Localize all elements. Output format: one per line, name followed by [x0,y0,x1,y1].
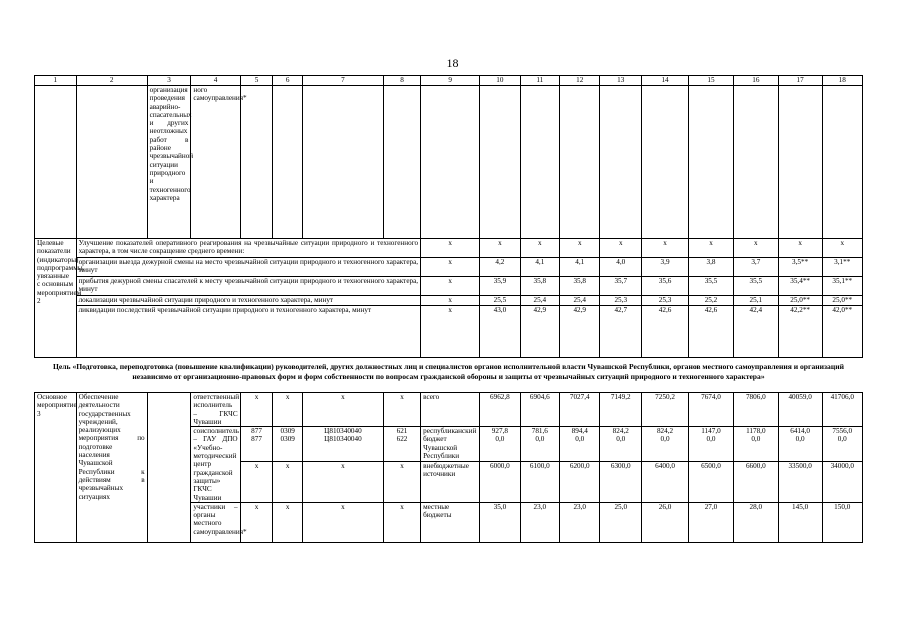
rz-pr: 0309 0309 [273,427,303,462]
cell-value: 41706,0 [822,393,863,427]
cell-value: 3,5** [778,258,822,277]
funding-source: республиканский бюджет Чувашской Республики [421,427,480,462]
vr: x [383,502,420,542]
cell-value: 7674,0 [689,393,734,427]
indicator-row [35,239,863,258]
cell-value: 7250,2 [642,393,689,427]
cell-value: 6300,0 [600,462,642,503]
cell-value: x [560,239,600,258]
cell-value: 25,4 [520,296,559,306]
cell-value: 6904,6 [520,393,559,427]
col-header: 7 [302,76,383,86]
rz-pr: x [273,393,303,427]
executor: соисполнитель – ГАУ ДПО «Учебно-методический центр гражданской защиты» ГКЧС Чувашии [191,427,240,503]
cell-value: x [822,239,863,258]
cell-value: 25,5 [480,296,520,306]
cell-value: 35,6 [642,277,689,296]
cell-value: 6400,0 [642,462,689,503]
executor: ответственный исполнитель – ГКЧС Чувашии [191,393,240,427]
cell-value: 4,2 [480,258,520,277]
cell-value: 781,6 0,0 [520,427,559,462]
cell-value: 35,0 [480,502,520,542]
cell-value: 927,8 0,0 [480,427,520,462]
col-header: 2 [76,76,147,86]
col-header: 4 [191,76,240,86]
cell-value: 6600,0 [733,462,778,503]
grbs: 877 877 [240,427,273,462]
cell-value: 42,7 [600,306,642,358]
col-header: 8 [383,76,420,86]
funding-source: местные бюджеты [421,502,480,542]
indicator-row [35,296,863,306]
activity-row [35,393,863,427]
cell-value: 3,7 [733,258,778,277]
cell-value: 35,9 [480,277,520,296]
cell-value: x [421,277,480,296]
funding-source: всего [421,393,480,427]
col-header: 14 [642,76,689,86]
cell-value: x [480,239,520,258]
grbs: x [240,393,273,427]
cell-value: x [600,239,642,258]
executor: участники – органы местного самоуправления* [191,502,240,542]
cell-measure-text: организация проведения аварийно-спасательных и других неотложных работ в районе чрезвычайной ситуации природного и техногенного характера [147,86,191,239]
cell-value: 145,0 [778,502,822,542]
cell-value: 150,0 [822,502,863,542]
indicator-text: организации выезда дежурной смены на место чрезвычайной ситуации природного и техногенного характера, минут [76,258,421,277]
continuation-row [35,86,863,239]
cell-value: 6962,8 [480,393,520,427]
cell-value: 824,2 0,0 [642,427,689,462]
cell-value: 35,5 [689,277,734,296]
cell-value: 6500,0 [689,462,734,503]
cell-value: 35,4** [778,277,822,296]
measure-name: Обеспечение деятельности государственных учреждений, реализующих мероприятия по подготовке населения Чувашской Республики к действиям в чрезвычайных ситуациях [76,393,147,543]
col-header: 12 [560,76,600,86]
cell-value: 25,0** [778,296,822,306]
cell-value: 42,9 [560,306,600,358]
cell-value: 1178,0 0,0 [733,427,778,462]
cell-value: x [642,239,689,258]
cell-value: 7027,4 [560,393,600,427]
cell-value: 34000,0 [822,462,863,503]
cell-value: 7149,2 [600,393,642,427]
cell-value: x [421,306,480,358]
vr: x [383,462,420,503]
cell-value: 42,9 [520,306,559,358]
indicators-label: Целевые показатели (индикаторы) подпрограммы, увязанные с основным мероприятием 2 [35,239,77,358]
cell-value: 4,0 [600,258,642,277]
cell-value: 27,0 [689,502,734,542]
col-header: 6 [273,76,303,86]
activity-table [34,392,863,543]
measure-number: Основное мероприятие 3 [35,393,77,543]
rz-pr: x [273,462,303,503]
cell-value: 25,3 [600,296,642,306]
indicator-text: Улучшение показателей оперативного реагирования на чрезвычайные ситуации природного и техногенного характера, в том числе сокращение среднего времени: [76,239,421,258]
cell-value: 35,7 [600,277,642,296]
cell-value: 25,3 [642,296,689,306]
cell-value: 4,1 [560,258,600,277]
cell-value: 23,0 [520,502,559,542]
indicator-row [35,258,863,277]
cell-value: 35,1** [822,277,863,296]
cell-value: 42,6 [642,306,689,358]
cell-value: x [421,239,480,258]
cell-value: 824,2 0,0 [600,427,642,462]
csr: Ц810340040 Ц810340040 [302,427,383,462]
cell-value: 42,4 [733,306,778,358]
cell-value: 35,8 [520,277,559,296]
cell-value: 25,0** [822,296,863,306]
col-header: 11 [520,76,559,86]
indicator-row [35,277,863,296]
cell-value: 43,0 [480,306,520,358]
cell-value: 6200,0 [560,462,600,503]
goal-heading: Цель «Подготовка, переподготовка (повышение квалификации) руководителей, других должностных лиц и специалистов органов исполнительной власти Чувашской Республики, органов местного самоуправления и организаций независимо от организационно-правовых форм и форм собственности по вопросам гражданской обороны и защиты от чрезвычайных ситуаций природного и техногенного характера» [53,362,844,381]
cell-value: x [520,239,559,258]
col-header: 15 [689,76,734,86]
cell-value: 7556,0 0,0 [822,427,863,462]
cell-value: 3,8 [689,258,734,277]
csr: x [302,462,383,503]
col-header: 1 [35,76,77,86]
cell-value: 42,6 [689,306,734,358]
page-number: 18 [446,56,459,70]
cell-value: 6414,0 0,0 [778,427,822,462]
header-row [35,76,863,86]
cell-value: 26,0 [642,502,689,542]
cell-value: 42,0** [822,306,863,358]
cell-value: 35,5 [733,277,778,296]
cell-value: 3,1** [822,258,863,277]
csr: x [302,502,383,542]
cell-value: x [421,296,480,306]
indicator-text: ликвидации последствий чрезвычайной ситуации природного и техногенного характера, минут [76,306,421,358]
vr: x [383,393,420,427]
col-header: 5 [240,76,273,86]
col-header: 10 [480,76,520,86]
cell-value: x [421,258,480,277]
cell-value: 25,1 [733,296,778,306]
funding-source: внебюджетные источники [421,462,480,503]
col-header: 9 [421,76,480,86]
col-header: 16 [733,76,778,86]
cell-value: 25,0 [600,502,642,542]
cell-value: 6000,0 [480,462,520,503]
col-header: 13 [600,76,642,86]
cell-value: 894,4 0,0 [560,427,600,462]
rz-pr: x [273,502,303,542]
indicator-text: прибытия дежурной смены спасателей к месту чрезвычайной ситуации природного и техногенного характера, минут [76,277,421,296]
csr: x [302,393,383,427]
cell-value: 3,9 [642,258,689,277]
col-header: 3 [147,76,191,86]
cell-participants: ного самоуправления* [191,86,240,239]
cell-value: 1147,0 0,0 [689,427,734,462]
col-header: 18 [822,76,863,86]
indicator-text: локализации чрезвычайной ситуации природного и техногенного характера, минут [76,296,421,306]
cell-value: 35,8 [560,277,600,296]
cell-value: 4,1 [520,258,559,277]
grbs: x [240,502,273,542]
grbs: x [240,462,273,503]
indicators-table [34,75,863,358]
col-header: 17 [778,76,822,86]
cell-value: 40059,0 [778,393,822,427]
cell-value: 7806,0 [733,393,778,427]
vr: 621 622 [383,427,420,462]
cell-value: 33500,0 [778,462,822,503]
cell-value: 23,0 [560,502,600,542]
indicator-row [35,306,863,358]
cell-value: x [689,239,734,258]
cell-value: 6100,0 [520,462,559,503]
cell-value: 28,0 [733,502,778,542]
cell-value: x [778,239,822,258]
cell-value: 25,4 [560,296,600,306]
cell-value: 25,2 [689,296,734,306]
cell-value: 42,2** [778,306,822,358]
cell-value: x [733,239,778,258]
